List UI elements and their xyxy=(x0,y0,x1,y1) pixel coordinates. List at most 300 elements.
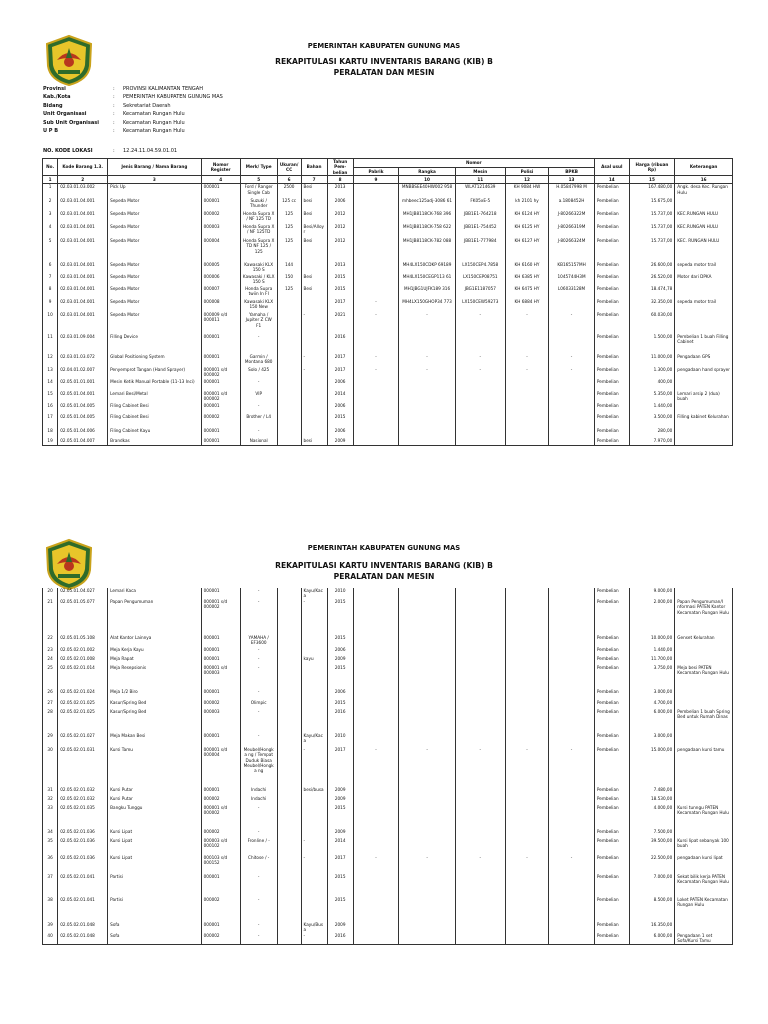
inventory-table-page-2 xyxy=(42,588,733,945)
cell-bahan: Besi xyxy=(301,211,327,224)
cell-bpkb xyxy=(549,709,595,733)
cell-rangka: MH4LX150GHOP34 773 xyxy=(399,299,455,312)
cell-asal: Pembelian xyxy=(594,414,629,428)
cell-polisi xyxy=(505,438,548,446)
cell-pabrik xyxy=(353,709,399,733)
cell-kode: 02.05.01.04.007 xyxy=(58,438,108,446)
cell-no: 25 xyxy=(43,665,58,689)
cell-jenis: Sepeda Motor xyxy=(108,299,201,312)
cell-rangka: MH1JB8118CK-782 088 xyxy=(399,238,455,262)
cell-polisi: KH 6125 HY xyxy=(505,224,548,238)
cell-bpkb: - xyxy=(549,367,595,379)
cell-harga: 1.440,00 xyxy=(629,647,675,656)
cell-merk: Olimpic xyxy=(240,700,277,709)
cell-bpkb xyxy=(549,588,595,599)
cell-jenis: Partisi xyxy=(108,897,201,922)
cell-pabrik xyxy=(353,829,399,838)
cell-keterangan xyxy=(675,700,733,709)
cell-polisi xyxy=(505,796,548,805)
info-row: Kab./Kota : PEMERINTAH KABUPATEN GUNUNG MAS xyxy=(43,94,223,101)
cell-tahun: 2015 xyxy=(327,286,353,299)
cell-ukuran xyxy=(277,354,301,367)
cell-keterangan: Papan Pengumuman/I nformasi PATEN Kantor Kecamatan Rungan Hulu xyxy=(675,599,733,635)
cell-no: 20 xyxy=(43,588,58,599)
cell-pabrik xyxy=(353,391,399,403)
cell-jenis: Lemari Besi/Metal xyxy=(108,391,201,403)
cell-ukuran xyxy=(277,403,301,414)
cell-no: 2 xyxy=(43,198,58,211)
cell-mesin xyxy=(455,733,505,747)
column-number: 1 xyxy=(43,176,58,184)
cell-tahun: 2015 xyxy=(327,805,353,829)
cell-tahun: 2009 xyxy=(327,656,353,665)
cell-bahan: Besi xyxy=(301,184,327,198)
cell-register: 000001 xyxy=(201,922,240,933)
cell-merk: - xyxy=(240,334,277,354)
cell-jenis: Partisi xyxy=(108,874,201,897)
cell-ukuran xyxy=(277,379,301,391)
cell-polisi: KH 6124 HY xyxy=(505,211,548,224)
cell-pabrik xyxy=(353,787,399,796)
cell-kode: 02.05.02.01.002 xyxy=(58,647,108,656)
cell-ukuran: 125 xyxy=(277,224,301,238)
table-row xyxy=(43,838,733,855)
cell-mesin xyxy=(455,438,505,446)
cell-no: 18 xyxy=(43,428,58,438)
cell-merk: - xyxy=(240,709,277,733)
cell-merk: Nasional xyxy=(240,438,277,446)
cell-polisi xyxy=(505,403,548,414)
info-label: Bidang xyxy=(43,102,63,109)
cell-keterangan: Meja besi PATEN Kecamatan Rungan Hulu xyxy=(675,665,733,689)
cell-register: 000001 xyxy=(201,403,240,414)
cell-bpkb: a.1808452H xyxy=(549,198,595,211)
cell-mesin xyxy=(455,709,505,733)
cell-rangka xyxy=(399,796,456,805)
cell-no: 16 xyxy=(43,403,58,414)
cell-no: 11 xyxy=(43,334,58,354)
col-header-pabrik: Pabrik xyxy=(353,167,399,176)
government-title: PEMERINTAH KABUPATEN GUNUNG MAS xyxy=(307,42,461,50)
cell-pabrik xyxy=(353,211,399,224)
cell-keterangan: pengadaan kursi lipat xyxy=(675,855,733,874)
cell-mesin xyxy=(455,403,505,414)
cell-polisi xyxy=(505,805,548,829)
cell-polisi: KH 6475 HY xyxy=(505,286,548,299)
cell-kode: 02.05.02.01.036 xyxy=(58,838,108,855)
cell-ukuran xyxy=(277,787,301,796)
cell-keterangan xyxy=(675,403,733,414)
cell-ukuran xyxy=(277,635,301,647)
col-header-nomor: Nomor xyxy=(353,159,594,168)
cell-kode: 02.05.01.04.005 xyxy=(58,414,108,428)
cell-merk: Honda Supra X / NF 125 TD xyxy=(240,211,277,224)
cell-kode: 02.03.01.04.001 xyxy=(58,224,108,238)
cell-asal: Pembelian xyxy=(594,184,629,198)
cell-ukuran xyxy=(277,689,301,700)
cell-pabrik xyxy=(353,733,399,747)
cell-no: 7 xyxy=(43,274,58,286)
cell-asal: Pembelian xyxy=(594,647,629,656)
cell-rangka: - xyxy=(399,855,456,874)
cell-bahan: - xyxy=(301,312,327,334)
cell-keterangan xyxy=(675,379,733,391)
cell-register: 000001 xyxy=(201,656,240,665)
cell-bpkb xyxy=(549,635,595,647)
cell-register: 000002 xyxy=(201,414,240,428)
cell-bahan xyxy=(301,829,327,838)
cell-bahan xyxy=(301,635,327,647)
cell-asal: Pembelian xyxy=(594,224,629,238)
cell-merk: - xyxy=(240,647,277,656)
cell-merk: Suzuki / Thunder xyxy=(240,198,277,211)
cell-mesin xyxy=(455,588,505,599)
cell-mesin xyxy=(455,665,505,689)
cell-tahun: 2006 xyxy=(327,379,353,391)
info-row: Bidang : Sekretariat Daerah xyxy=(43,102,171,109)
cell-tahun: 2006 xyxy=(327,647,353,656)
cell-register: 000001 xyxy=(201,733,240,747)
cell-bahan: Kayu/Kac a xyxy=(301,733,327,747)
cell-merk: - xyxy=(240,379,277,391)
info-value: Kecamatan Rungan Hulu xyxy=(123,111,185,118)
cell-pabrik xyxy=(353,700,399,709)
cell-no: 14 xyxy=(43,379,58,391)
cell-ukuran xyxy=(277,897,301,922)
cell-ukuran xyxy=(277,874,301,897)
cell-no: 37 xyxy=(43,874,58,897)
cell-harga: 8.500,00 xyxy=(629,897,675,922)
cell-ukuran xyxy=(277,709,301,733)
cell-bpkb xyxy=(549,897,595,922)
table-row xyxy=(43,367,733,379)
cell-kode: 02.03.01.09.004 xyxy=(58,334,108,354)
cell-ukuran: 144 xyxy=(277,262,301,274)
cell-jenis: Global Positioning System xyxy=(108,354,201,367)
cell-keterangan: pengadaan kursi tamu xyxy=(675,747,733,787)
column-number: 5 xyxy=(240,176,277,184)
table-row xyxy=(43,689,733,700)
cell-harga: 7.500,00 xyxy=(629,829,675,838)
cell-tahun: 2009 xyxy=(327,829,353,838)
cell-polisi xyxy=(505,922,548,933)
cell-mesin: - xyxy=(455,855,505,874)
cell-bpkb xyxy=(549,838,595,855)
cell-ukuran xyxy=(277,855,301,874)
cell-pabrik xyxy=(353,874,399,897)
cell-harga: 10.000,00 xyxy=(629,635,675,647)
cell-keterangan: Angk. desa Kec. Rungan Hulu xyxy=(675,184,733,198)
cell-register: 000001 xyxy=(201,334,240,354)
cell-asal: Pembelian xyxy=(594,211,629,224)
cell-bpkb xyxy=(549,829,595,838)
col-header-merk: Merk/ Type xyxy=(240,159,277,176)
cell-no: 29 xyxy=(43,733,58,747)
cell-register: 000007 xyxy=(201,286,240,299)
cell-jenis: Sofa xyxy=(108,933,201,945)
cell-pabrik xyxy=(353,238,399,262)
cell-register: 000001 s/d 000002 xyxy=(201,599,240,635)
cell-rangka xyxy=(399,838,456,855)
cell-tahun: 2015 xyxy=(327,897,353,922)
cell-polisi: KH 6385 HY xyxy=(505,274,548,286)
cell-mesin: JBB1E1-754452 xyxy=(455,224,505,238)
cell-jenis: Filing Cabinet Besi xyxy=(108,414,201,428)
cell-asal: Pembelian xyxy=(594,438,629,446)
cell-harga: 4.700,00 xyxy=(629,700,675,709)
info-row: Provinsi : PROVINSI KALIMANTAN TENGAH xyxy=(43,86,203,92)
cell-asal: Pembelian xyxy=(594,286,629,299)
cell-rangka xyxy=(399,922,456,933)
column-number: 3 xyxy=(108,176,201,184)
cell-bahan: Besi xyxy=(301,238,327,262)
cell-rangka xyxy=(399,709,456,733)
cell-register: 000001 xyxy=(201,787,240,796)
cell-bpkb: - xyxy=(549,747,595,787)
cell-harga: 16.350,00 xyxy=(629,922,675,933)
cell-no: 4 xyxy=(43,224,58,238)
cell-pabrik xyxy=(353,184,399,198)
cell-asal: Pembelian xyxy=(594,312,629,334)
cell-ukuran xyxy=(277,733,301,747)
table-row xyxy=(43,354,733,367)
info-value: Kecamatan Rungan Hulu xyxy=(123,128,185,135)
column-number: 8 xyxy=(327,176,353,184)
cell-merk: - xyxy=(240,922,277,933)
cell-ukuran xyxy=(277,665,301,689)
cell-bahan: - xyxy=(301,599,327,635)
cell-asal: Pembelian xyxy=(594,665,629,689)
cell-keterangan: Loket PATEN Kecamatan Rungan Hulu xyxy=(675,897,733,922)
cell-harga: 15.737,00 xyxy=(629,238,675,262)
cell-tahun: 2017 xyxy=(327,367,353,379)
cell-kode: 02.03.01.04.001 xyxy=(58,299,108,312)
cell-keterangan xyxy=(675,312,733,334)
cell-merk: - xyxy=(240,829,277,838)
info-value: Kecamatan Rungan Hulu xyxy=(123,119,185,126)
table-row xyxy=(43,787,733,796)
cell-asal: Pembelian xyxy=(594,805,629,829)
cell-keterangan xyxy=(675,647,733,656)
cell-no: 30 xyxy=(43,747,58,787)
report-title-line1: REKAPITULASI KARTU INVENTARIS BARANG (KIB) B xyxy=(275,57,493,66)
cell-rangka xyxy=(399,933,456,945)
cell-tahun: 2009 xyxy=(327,438,353,446)
table-row xyxy=(43,922,733,933)
cell-no: 33 xyxy=(43,805,58,829)
cell-tahun: 2015 xyxy=(327,274,353,286)
cell-bahan xyxy=(301,709,327,733)
cell-harga: 60.030,00 xyxy=(629,312,675,334)
col-header-mesin: Mesin xyxy=(455,167,505,176)
cell-harga: 400,00 xyxy=(629,379,675,391)
cell-rangka xyxy=(399,334,455,354)
cell-keterangan: Filling kabinet Kelurahan xyxy=(675,414,733,428)
cell-jenis: Meja 1/2 Biro xyxy=(108,689,201,700)
document-page-2 xyxy=(0,520,768,1024)
cell-rangka xyxy=(399,599,456,635)
cell-rangka xyxy=(399,787,456,796)
cell-ukuran xyxy=(277,700,301,709)
inventory-table-page-1 xyxy=(42,158,733,446)
cell-jenis: Kursi Lipat xyxy=(108,855,201,874)
cell-kode: 02.05.02.01.041 xyxy=(58,897,108,922)
cell-tahun: 2017 xyxy=(327,299,353,312)
col-header-register: Nomor Register xyxy=(201,159,240,176)
cell-bahan: Kayu/Kac a xyxy=(301,588,327,599)
cell-bpkb xyxy=(549,656,595,665)
table-row xyxy=(43,428,733,438)
cell-asal: Pembelian xyxy=(594,379,629,391)
cell-merk: Brother / L4 xyxy=(240,414,277,428)
cell-merk: Honda Supra X / NF 125TD xyxy=(240,224,277,238)
cell-rangka: mhbeec125adj-3086 61 xyxy=(399,198,455,211)
cell-bpkb xyxy=(549,922,595,933)
cell-pabrik: - xyxy=(353,855,399,874)
cell-polisi xyxy=(505,665,548,689)
cell-bpkb xyxy=(549,733,595,747)
table-row xyxy=(43,286,733,299)
cell-bpkb: J-80266319M xyxy=(549,224,595,238)
cell-harga: 5.350,00 xyxy=(629,391,675,403)
cell-bahan: besi xyxy=(301,198,327,211)
cell-tahun: 2016 xyxy=(327,933,353,945)
report-title-line2: PERALATAN DAN MESIN xyxy=(333,68,435,77)
table-row xyxy=(43,709,733,733)
cell-harga: 3.000,00 xyxy=(629,733,675,747)
cell-bpkb: - xyxy=(549,354,595,367)
cell-tahun: 2009 xyxy=(327,922,353,933)
cell-rangka xyxy=(399,414,455,428)
cell-jenis: Sepeda Motor xyxy=(108,286,201,299)
cell-bahan xyxy=(301,391,327,403)
cell-no: 5 xyxy=(43,238,58,262)
col-header-bpkb: BPKB xyxy=(549,167,595,176)
cell-jenis: Sofa xyxy=(108,922,201,933)
col-header-no: No. xyxy=(43,159,58,176)
cell-rangka: - xyxy=(399,747,456,787)
inventory-rows-page-1 xyxy=(43,184,733,446)
cell-bpkb xyxy=(549,796,595,805)
col-header-tahun: Tahun Pem- belian xyxy=(327,159,353,176)
cell-tahun: 2017 xyxy=(327,747,353,787)
cell-merk: - xyxy=(240,588,277,599)
cell-asal: Pembelian xyxy=(594,933,629,945)
cell-no: 23 xyxy=(43,647,58,656)
cell-tahun: 2015 xyxy=(327,700,353,709)
cell-jenis: Brandkas xyxy=(108,438,201,446)
cell-bahan: - xyxy=(301,855,327,874)
cell-register: 000001 xyxy=(201,354,240,367)
cell-harga: 6.000,00 xyxy=(629,933,675,945)
cell-no: 40 xyxy=(43,933,58,945)
cell-register: 000001 xyxy=(201,635,240,647)
table-row xyxy=(43,805,733,829)
cell-polisi xyxy=(505,829,548,838)
cell-merk: - xyxy=(240,733,277,747)
col-header-ukuran: Ukuran/ CC xyxy=(277,159,301,176)
cell-register: 000002 xyxy=(201,700,240,709)
cell-ukuran: 125 xyxy=(277,211,301,224)
cell-register: 000003 xyxy=(201,224,240,238)
cell-jenis: Alat Kantor Lainnya xyxy=(108,635,201,647)
cell-harga: 15.000,00 xyxy=(629,747,675,787)
table-row xyxy=(43,438,733,446)
table-row xyxy=(43,599,733,635)
cell-keterangan xyxy=(675,438,733,446)
cell-harga: 3.500,00 xyxy=(629,414,675,428)
cell-ukuran xyxy=(277,391,301,403)
cell-bahan xyxy=(301,874,327,897)
table-row xyxy=(43,647,733,656)
cell-kode: 02.05.02.01.014 xyxy=(58,665,108,689)
cell-polisi: - xyxy=(505,312,548,334)
cell-pabrik xyxy=(353,656,399,665)
cell-keterangan: Pembelian 1 buah Spring Bed untuk Rumah Dinas xyxy=(675,709,733,733)
col-header-rangka: Rangka xyxy=(399,167,455,176)
cell-bpkb: - xyxy=(549,855,595,874)
cell-jenis: Sepeda Motor xyxy=(108,312,201,334)
info-label: Unit Organisasi xyxy=(43,111,87,118)
cell-mesin: WLAT1214639 xyxy=(455,184,505,198)
cell-mesin xyxy=(455,805,505,829)
cell-asal: Pembelian xyxy=(594,747,629,787)
cell-pabrik xyxy=(353,665,399,689)
location-info xyxy=(43,85,223,135)
cell-kode: 02.03.01.04.001 xyxy=(58,262,108,274)
col-header-keterangan: Keterangan xyxy=(675,159,733,176)
cell-harga: 15.675,00 xyxy=(629,198,675,211)
column-number: 14 xyxy=(594,176,629,184)
table-row xyxy=(43,747,733,787)
cell-bahan xyxy=(301,796,327,805)
cell-polisi: - xyxy=(505,855,548,874)
cell-mesin: LX150CEP4.7858 xyxy=(455,262,505,274)
cell-bahan: Besi xyxy=(301,274,327,286)
cell-keterangan xyxy=(675,689,733,700)
cell-bpkb xyxy=(549,299,595,312)
cell-pabrik xyxy=(353,403,399,414)
document-page-1 xyxy=(0,0,768,490)
cell-harga: 4.000,00 xyxy=(629,805,675,829)
cell-mesin xyxy=(455,656,505,665)
cell-bahan xyxy=(301,689,327,700)
cell-pabrik xyxy=(353,588,399,599)
cell-no: 31 xyxy=(43,787,58,796)
cell-bpkb xyxy=(549,334,595,354)
location-code-label: NO. KODE LOKASI xyxy=(43,148,93,154)
cell-keterangan: sepeda motor trail xyxy=(675,299,733,312)
cell-pabrik xyxy=(353,224,399,238)
column-number: 13 xyxy=(549,176,595,184)
cell-harga: 3.000,00 xyxy=(629,689,675,700)
cell-rangka xyxy=(399,733,456,747)
table-row xyxy=(43,262,733,274)
cell-jenis: Meja Resepsionis xyxy=(108,665,201,689)
cell-ukuran xyxy=(277,588,301,599)
table-row xyxy=(43,796,733,805)
cell-polisi: kh 2101 hy xyxy=(505,198,548,211)
cell-asal: Pembelian xyxy=(594,588,629,599)
cell-mesin xyxy=(455,414,505,428)
cell-harga: 11.700,00 xyxy=(629,656,675,665)
cell-no: 27 xyxy=(43,700,58,709)
table-row xyxy=(43,299,733,312)
cell-polisi xyxy=(505,414,548,428)
cell-bahan: - xyxy=(301,747,327,787)
cell-no: 26 xyxy=(43,689,58,700)
table-row xyxy=(43,933,733,945)
